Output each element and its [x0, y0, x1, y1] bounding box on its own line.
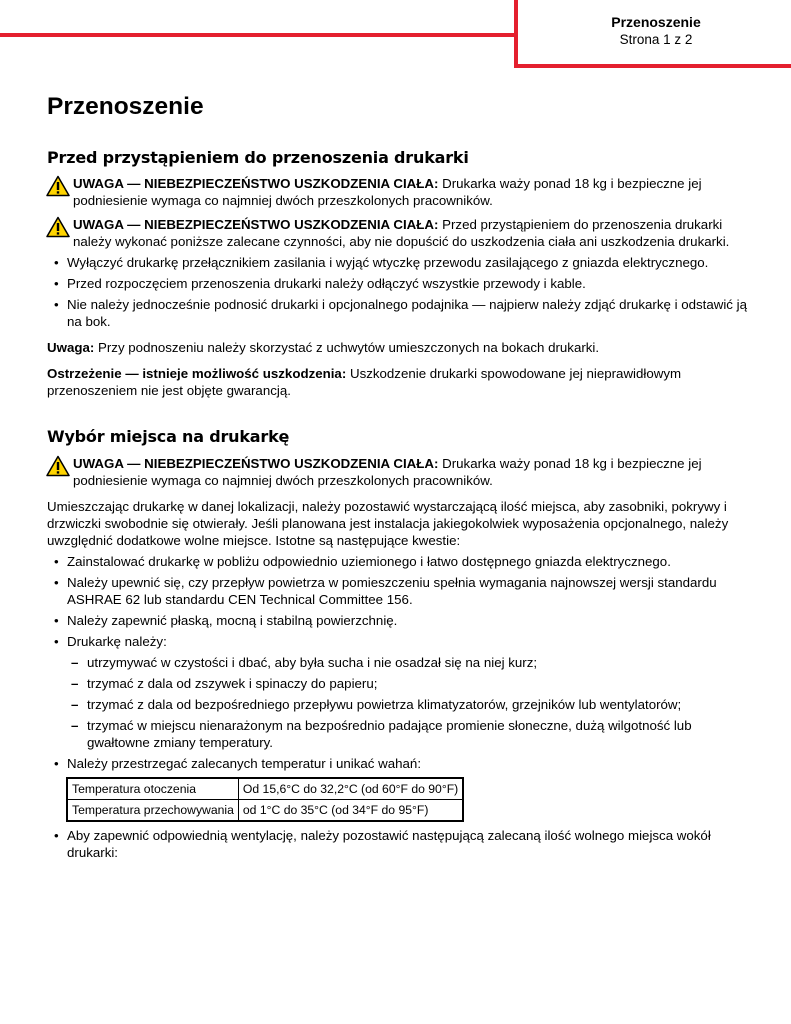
header-page-number: Strona 1 z 2: [619, 32, 693, 47]
document-body: [47, 92, 747, 861]
list-item: • Zainstalować drukarkę w pobliżu odpowiednio uziemionego i łatwo dostępnego gniazda elektrycznego.: [54, 554, 671, 569]
warning-triangle-icon: [46, 175, 70, 197]
sub-list-item: – trzymać z dala od zszywek i spinaczy do papieru;: [71, 676, 378, 691]
warning-label: UWAGA — NIEBEZPIECZEŃSTWO USZKODZENIA CIAŁA:: [73, 176, 439, 191]
warning-block: [47, 216, 747, 250]
sub-list-item: – trzymać w miejscu nienarażonym na bezpośrednio padające promienie słoneczne, dużą wilgotność lub gwałtowne zmiany temperatury.: [71, 718, 692, 750]
list-item-text: Należy upewnić się, czy przepływ powietrza w pomieszczeniu spełnia wymagania najnowszej wersji standardu ASHRAE 62 lub standardu CEN Technical Committee 156.: [67, 575, 717, 607]
list-item-text: Drukarkę należy:: [67, 634, 167, 649]
list-item-text: Należy przestrzegać zalecanych temperatur i unikać wahań:: [67, 756, 422, 771]
list-item-text: Nie należy jednocześnie podnosić drukarki i opcjonalnego podajnika — najpierw należy zdjąć drukarkę i odstawić ją na bok.: [67, 297, 747, 329]
list-item-text: Aby zapewnić odpowiednią wentylację, należy pozostawić następującą zalecaną ilość wolnego miejsca wokół drukarki:: [67, 828, 711, 860]
section-heading: Przed przystąpieniem do przenoszenia drukarki: [47, 148, 469, 167]
sub-list-item-text: trzymać z dala od bezpośredniego przepływu powietrza klimatyzatorów, grzejników lub wentylatorów;: [87, 697, 682, 712]
note-label: Uwaga:: [47, 340, 95, 355]
temperature-table: [66, 777, 464, 822]
table-cell-label: Temperatura przechowywania: [67, 800, 238, 822]
sub-list-item-text: utrzymywać w czystości i dbać, aby była sucha i nie osadzał się na niej kurz;: [87, 655, 538, 670]
warning-triangle-icon: [46, 455, 70, 477]
list-item-text: Przed rozpoczęciem przenoszenia drukarki należy odłączyć wszystkie przewody i kable.: [67, 276, 586, 291]
sub-list-item-text: trzymać w miejscu nienarażonym na bezpośrednio padające promienie słoneczne, dużą wilgotność lub gwałtowne zmiany temperatury.: [87, 718, 692, 750]
warning-label: UWAGA — NIEBEZPIECZEŃSTWO USZKODZENIA CIAŁA:: [73, 456, 439, 471]
sub-list-item: – utrzymywać w czystości i dbać, aby była sucha i nie osadzał się na niej kurz;: [71, 655, 538, 670]
table-row: [67, 778, 463, 800]
intro-paragraph: Umieszczając drukarkę w danej lokalizacji, należy pozostawić wystarczającą ilość miejsca, aby zasobniki, pokrywy i drzwiczki swobodnie się otwierały. Jeśli planowana jest instalacja jakiegokolwiek wyposażenia opcjonalnego, należy uwzględnić dodatkowe wolne miejsce. Istotne są następujące kwestie:: [47, 499, 729, 548]
warning-text: Drukarka waży ponad 18 kg i bezpieczne jej podniesienie wymaga co najmniej dwóch przeszkolonych pracowników.: [73, 176, 702, 208]
list-item-text: Wyłączyć drukarkę przełącznikiem zasilania i wyjąć wtyczkę przewodu zasilającego z gniazda elektrycznego.: [67, 255, 709, 270]
warning-triangle-icon: [46, 216, 70, 238]
note-text: Przy podnoszeniu należy skorzystać z uchwytów umieszczonych na bokach drukarki.: [98, 340, 600, 355]
warning-text: Drukarka waży ponad 18 kg i bezpieczne jej podniesienie wymaga co najmniej dwóch przeszkolonych pracowników.: [73, 456, 702, 488]
table-cell-value: Od 15,6°C do 32,2°C (od 60°F do 90°F): [238, 778, 463, 800]
warning-text: Przed przystąpieniem do przenoszenia drukarki należy wykonać poniższe zalecane czynności, aby nie dopuścić do uszkodzenia ciała ani uszkodzenia drukarki.: [73, 217, 730, 249]
page-title: Przenoszenie: [47, 93, 204, 120]
list-item: • Nie należy jednocześnie podnosić drukarki i opcjonalnego podajnika — najpierw należy zdjąć drukarkę i odstawić ją na bok.: [54, 297, 747, 329]
table-row: [67, 800, 463, 822]
list-item: • Drukarkę należy:: [54, 634, 167, 649]
header-title: Przenoszenie: [611, 14, 701, 30]
warning-label: UWAGA — NIEBEZPIECZEŃSTWO USZKODZENIA CIAŁA:: [73, 217, 439, 232]
list-item: • Należy zapewnić płaską, mocną i stabilną powierzchnię.: [54, 613, 398, 628]
section-heading: Wybór miejsca na drukarkę: [47, 427, 290, 446]
warning-block: [47, 175, 747, 209]
list-item: • Wyłączyć drukarkę przełącznikiem zasilania i wyjąć wtyczkę przewodu zasilającego z gniazda elektrycznego.: [54, 255, 709, 270]
caution-text: Uszkodzenie drukarki spowodowane jej nieprawidłowym przenoszeniem nie jest objęte gwarancją.: [47, 366, 682, 398]
table-cell-value: od 1°C do 35°C (od 34°F do 95°F): [238, 800, 463, 822]
page-header: [514, 0, 791, 68]
table-cell-label: Temperatura otoczenia: [67, 778, 238, 800]
warning-block: [47, 455, 747, 489]
caution-note: [47, 365, 747, 399]
list-item: • Należy upewnić się, czy przepływ powietrza w pomieszczeniu spełnia wymagania najnowszej wersji standardu ASHRAE 62 lub standardu CEN Technical Committee 156.: [54, 575, 717, 607]
list-item: • Przed rozpoczęciem przenoszenia drukarki należy odłączyć wszystkie przewody i kable.: [54, 276, 586, 291]
sub-list-item-text: trzymać z dala od zszywek i spinaczy do papieru;: [87, 676, 378, 691]
list-item: • Aby zapewnić odpowiednią wentylację, należy pozostawić następującą zalecaną ilość wolnego miejsca wokół drukarki:: [54, 828, 711, 860]
list-item-text: Zainstalować drukarkę w pobliżu odpowiednio uziemionego i łatwo dostępnego gniazda elektrycznego.: [67, 554, 671, 569]
list-item-text: Należy zapewnić płaską, mocną i stabilną powierzchnię.: [67, 613, 398, 628]
header-rule: [0, 33, 517, 37]
note: [47, 339, 747, 356]
caution-label: Ostrzeżenie — istnieje możliwość uszkodzenia:: [47, 366, 347, 381]
sub-list-item: – trzymać z dala od bezpośredniego przepływu powietrza klimatyzatorów, grzejników lub wentylatorów;: [71, 697, 682, 712]
list-item: • Należy przestrzegać zalecanych temperatur i unikać wahań:: [54, 756, 422, 771]
